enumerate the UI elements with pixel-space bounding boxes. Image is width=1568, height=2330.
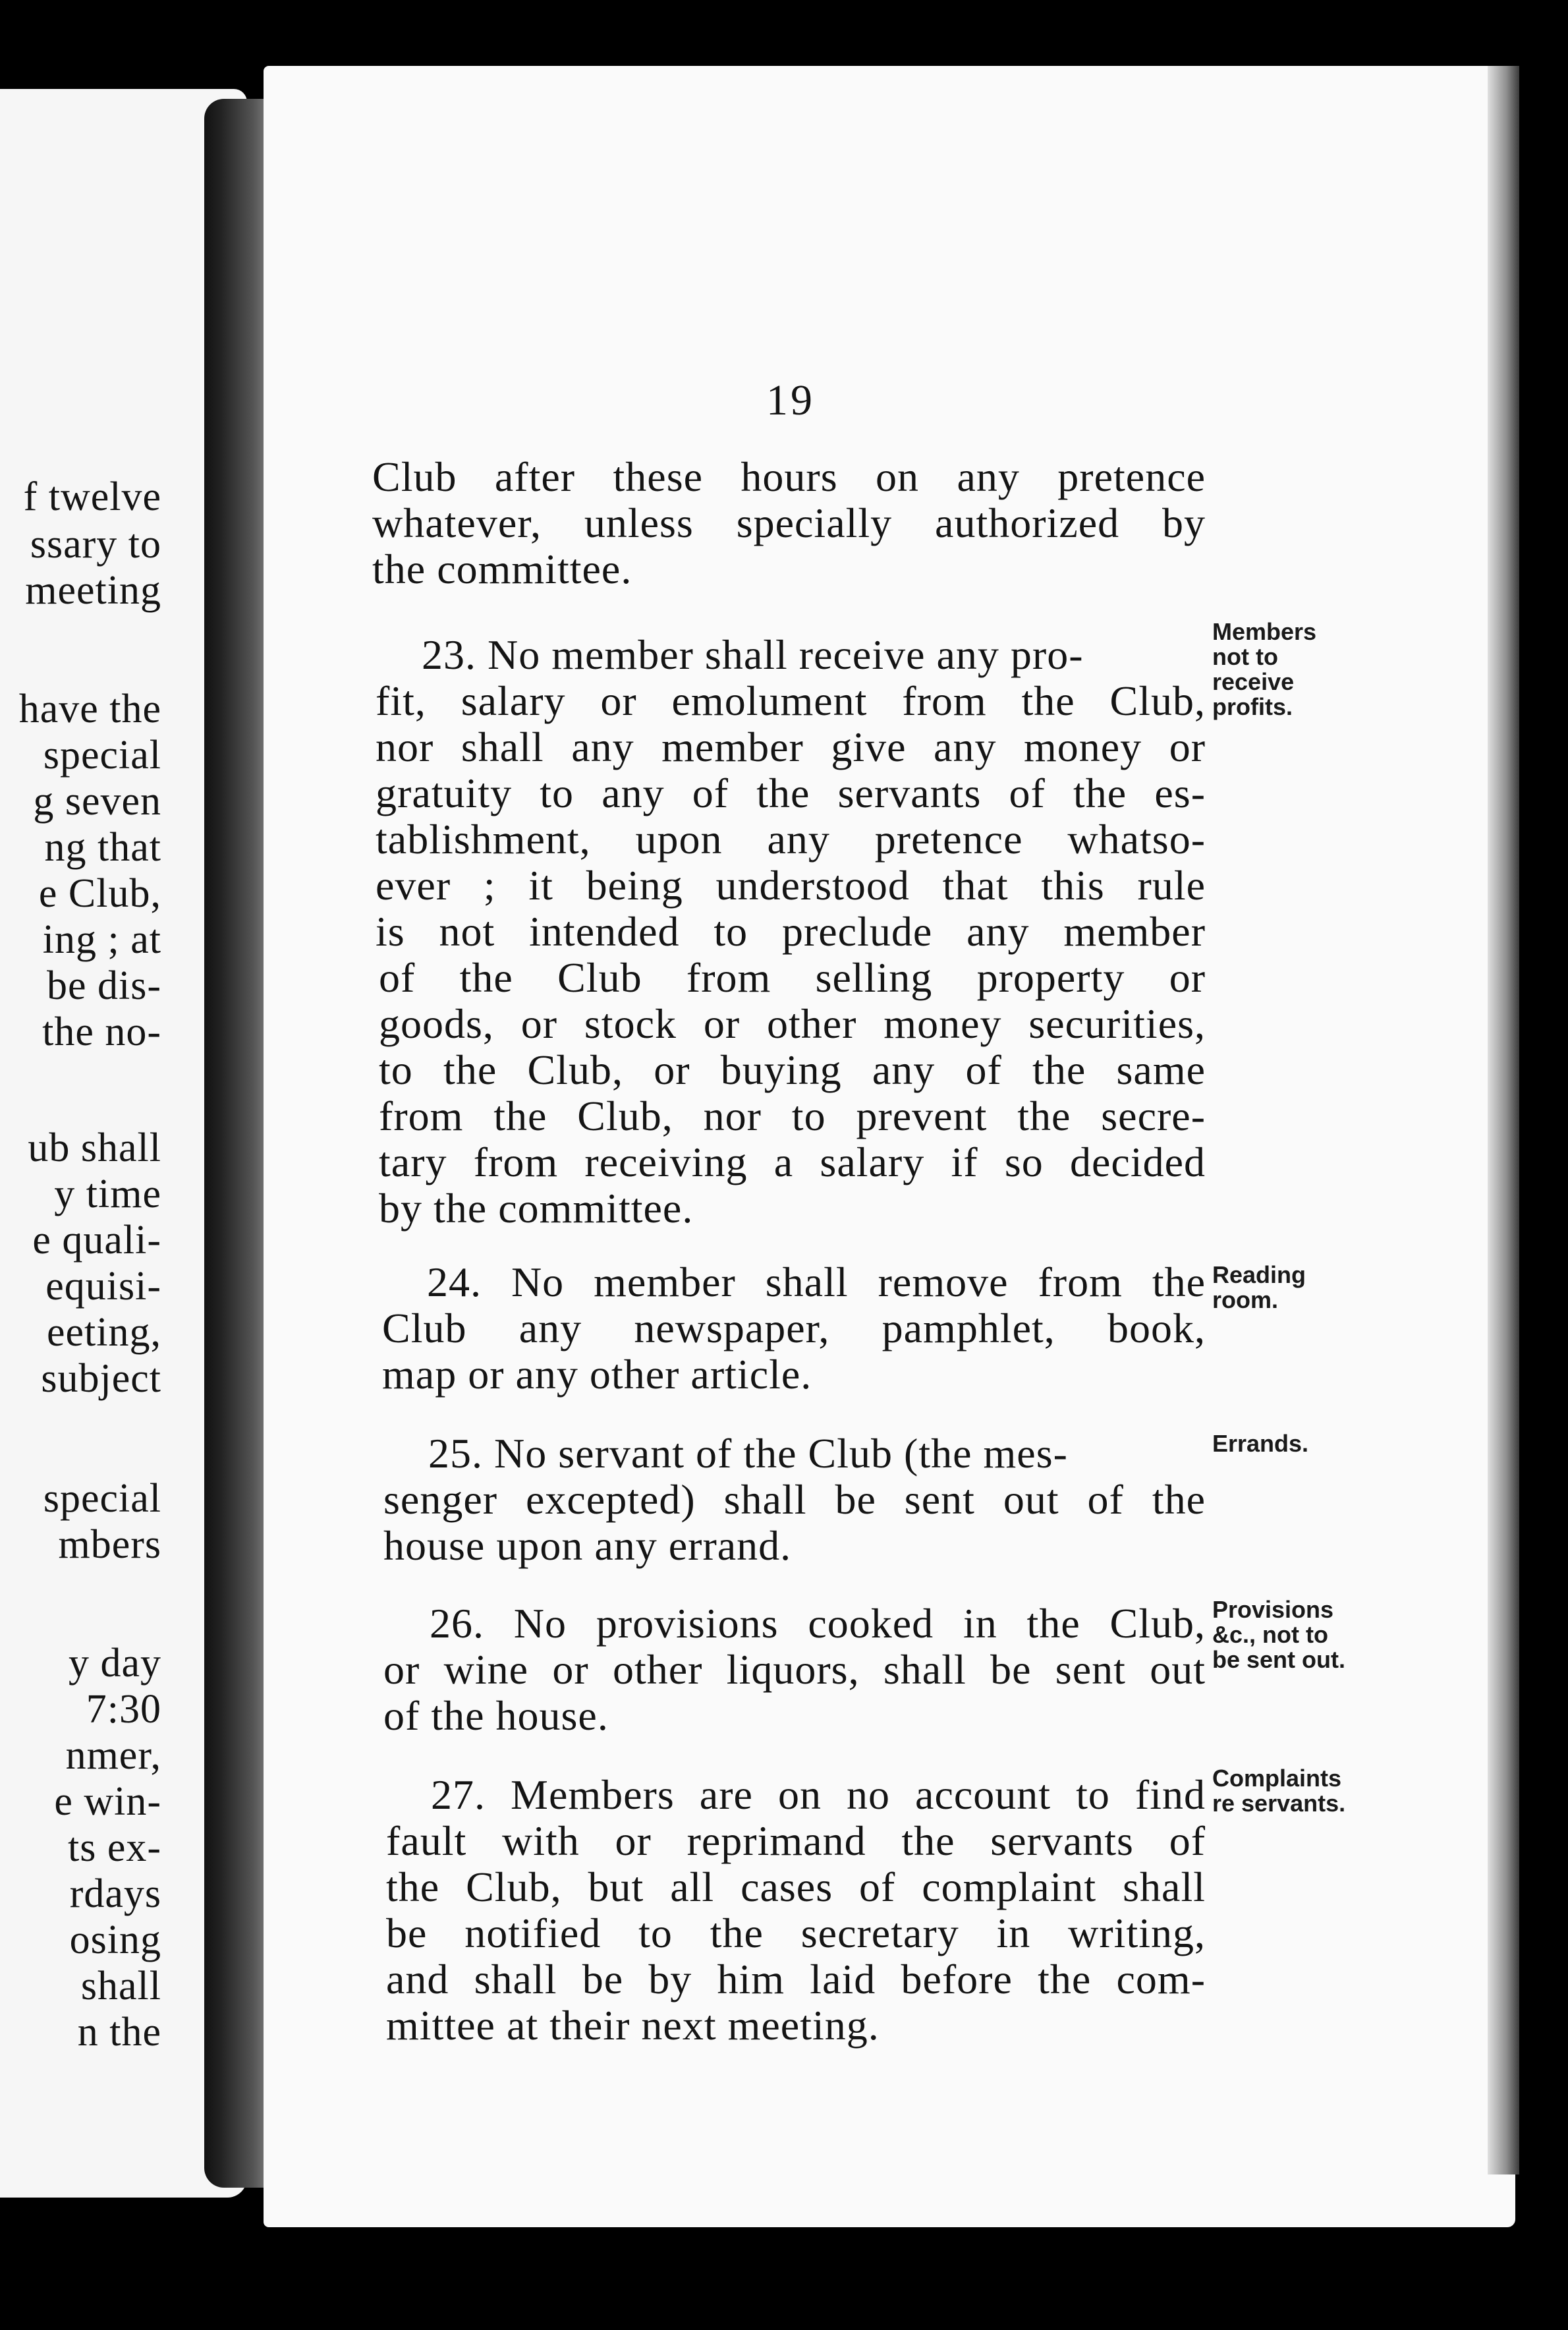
text-line: senger excepted) shall be sent out of the [383, 1476, 1206, 1523]
left-page-line: y day [68, 1641, 161, 1686]
text-line: from the Club, nor to prevent the secre- [379, 1093, 1206, 1139]
text-line: goods, or stock or other money securities, [379, 1000, 1206, 1047]
page-number: 19 [766, 376, 815, 424]
text-line: whatever, unless specially authorized by [372, 499, 1206, 546]
text-line: 27. Members are on no account to find [431, 1771, 1206, 1818]
text-line: map or any other article. [382, 1351, 812, 1398]
left-page-line: e quali- [32, 1218, 161, 1263]
left-page-line: e win- [54, 1779, 161, 1824]
page-edge [1488, 66, 1519, 2174]
text-line: of the house. [383, 1692, 609, 1739]
left-page-line: mbers [58, 1522, 161, 1567]
text-line: Club after these hours on any pretence [372, 453, 1206, 500]
left-page-line: ts ex- [67, 1825, 161, 1870]
left-page-line: f twelve [23, 474, 161, 519]
margin-note-complaints: Complaints re servants. [1212, 1765, 1346, 1817]
left-page-line: have the [18, 687, 161, 731]
text-line: 24. No member shall remove from the [427, 1259, 1206, 1305]
left-page-line: ssary to [30, 522, 161, 567]
text-line: ever ; it being understood that this rule [376, 862, 1206, 909]
text-line: is not intended to preclude any member [376, 908, 1206, 955]
left-page-line: n the [77, 2010, 161, 2055]
text-line: be notified to the secretary in writing, [386, 1910, 1206, 1956]
left-page-line: special [43, 1476, 161, 1521]
left-page-line: rdays [69, 1871, 161, 1916]
left-page-line: g seven [33, 779, 161, 824]
text-line: tablishment, upon any pretence whatso- [376, 816, 1206, 863]
text-line: mittee at their next meeting. [386, 2002, 880, 2049]
left-page-line: y time [54, 1172, 161, 1216]
text-line: of the Club from selling property or [379, 954, 1206, 1001]
text-line: 25. No servant of the Club (the mes- [428, 1430, 1068, 1477]
left-page-line: osing [69, 1918, 161, 1962]
text-line: gratuity to any of the servants of the es- [376, 770, 1206, 816]
text-line: fit, salary or emolument from the Club, [376, 677, 1206, 724]
left-page-line: eeting, [47, 1310, 161, 1355]
text-line: tary from receiving a salary if so decided [379, 1139, 1206, 1185]
margin-note-reading-room: Reading room. [1212, 1261, 1306, 1313]
text-line: house upon any errand. [383, 1522, 792, 1569]
text-line: nor shall any member give any money or [376, 724, 1206, 770]
left-page-line: be dis- [46, 963, 161, 1008]
text-line: Club any newspaper, pamphlet, book, [382, 1305, 1206, 1351]
left-page-line: ng that [44, 825, 161, 870]
margin-note-members-not-to-receive-profits: Members not to receive profits. [1212, 618, 1317, 720]
left-page-line: special [43, 733, 161, 778]
left-page-line: subject [41, 1356, 161, 1401]
text-line: the Club, but all cases of complaint shall [386, 1863, 1206, 1910]
text-line: by the committee. [379, 1185, 694, 1232]
text-line: 23. No member shall receive any pro- [422, 631, 1084, 678]
left-page-line: nmer, [65, 1733, 161, 1778]
text-line: to the Club, or buying any of the same [379, 1046, 1206, 1093]
text-line: and shall be by him laid before the com- [386, 1956, 1206, 2003]
margin-note-provisions: Provisions &c., not to be sent out. [1212, 1596, 1346, 1673]
text-line: or wine or other liquors, shall be sent out [383, 1646, 1206, 1693]
text-line: fault with or reprimand the servants of [386, 1817, 1206, 1864]
text-line: the committee. [372, 546, 632, 592]
left-page-line: ub shall [28, 1125, 161, 1170]
left-page-line: 7:30 [86, 1687, 161, 1732]
left-page-line: e Club, [38, 871, 161, 916]
left-page-line: ing ; at [42, 917, 161, 962]
left-page-line: shall [80, 1964, 161, 2008]
margin-note-errands: Errands. [1212, 1430, 1309, 1457]
left-page-line: the no- [42, 1009, 161, 1054]
text-line: 26. No provisions cooked in the Club, [430, 1600, 1206, 1647]
left-page-line: meeting [25, 568, 161, 613]
left-page-line: equisi- [45, 1264, 161, 1309]
